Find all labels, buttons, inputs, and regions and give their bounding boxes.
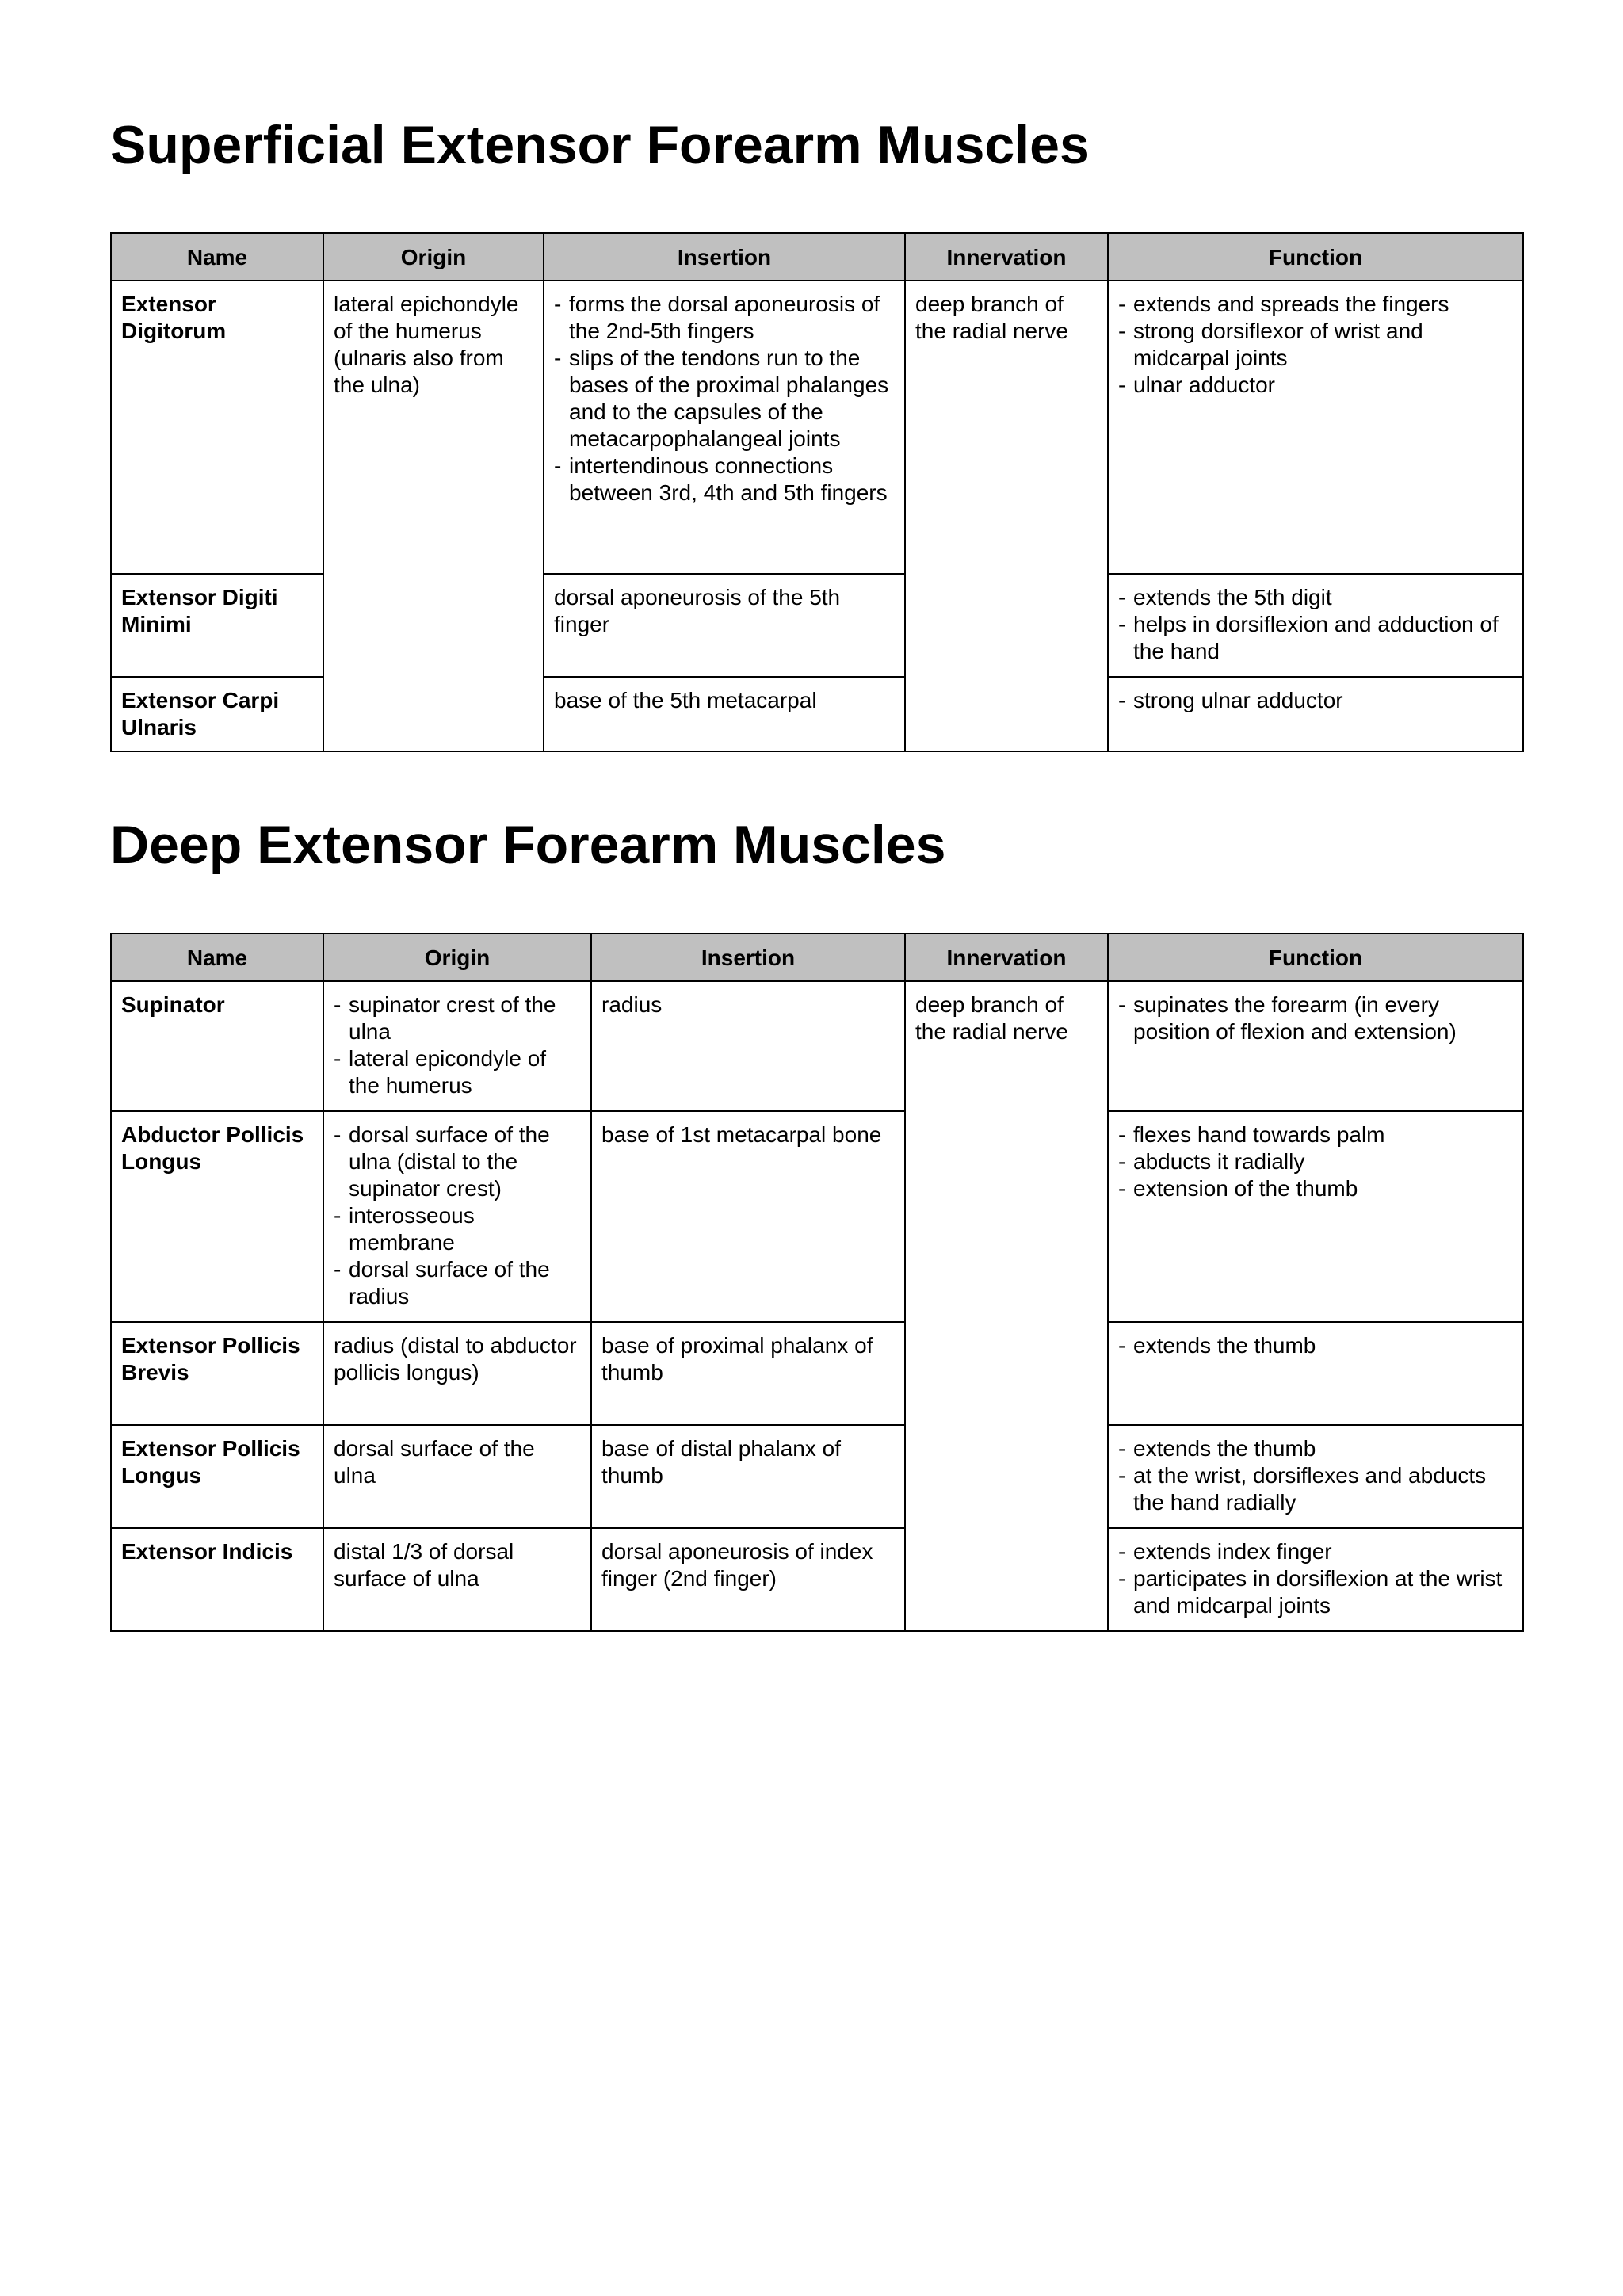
function-item: - abducts it radially: [1118, 1148, 1513, 1175]
function-item: - supinates the forearm (in every position of flexion and extension): [1118, 991, 1513, 1045]
function-item: - flexes hand towards palm: [1118, 1121, 1513, 1148]
insertion-item: - intertendinous connections between 3rd, 4th and 5th fingers: [554, 453, 895, 506]
origin-cell: [323, 981, 591, 1111]
function-cell: [1108, 1528, 1523, 1631]
insertion-item: - forms the dorsal aponeurosis of the 2nd-5th fingers: [554, 291, 895, 345]
function-item: - ulnar adductor: [1118, 372, 1513, 399]
table-row: [111, 677, 1523, 751]
insertion-cell: base of the 5th metacarpal: [544, 677, 905, 751]
function-item: - at the wrist, dorsiflexes and abducts the hand radially: [1118, 1462, 1513, 1516]
shared-origin-cell: lateral epichondyle of the humerus (ulnaris also from the ulna): [323, 281, 544, 751]
insertion-cell: base of distal phalanx of thumb: [591, 1425, 905, 1528]
function-cell: [1108, 1322, 1523, 1425]
function-cell: [1108, 981, 1523, 1111]
table-row: [111, 981, 1523, 1111]
column-header-name: Name: [111, 233, 323, 281]
column-header-innervation: Innervation: [905, 233, 1108, 281]
table-row: [111, 1111, 1523, 1322]
function-item: - participates in dorsiflexion at the wrist and midcarpal joints: [1118, 1565, 1513, 1619]
insertion-cell: base of proximal phalanx of thumb: [591, 1322, 905, 1425]
muscle-name: Extensor Pollicis Longus: [111, 1425, 323, 1528]
deep-section-title: Deep Extensor Forearm Muscles: [110, 815, 946, 875]
shared-innervation-cell: deep branch of the radial nerve: [905, 281, 1108, 751]
function-cell: [1108, 1425, 1523, 1528]
insertion-cell: dorsal aponeurosis of index finger (2nd finger): [591, 1528, 905, 1631]
origin-item: - lateral epicondyle of the humerus: [334, 1045, 581, 1099]
origin-cell: [323, 1111, 591, 1322]
insertion-item: - slips of the tendons run to the bases of the proximal phalanges and to the capsules of the metacarpophalangeal joints: [554, 345, 895, 453]
deep-muscles-table: [110, 933, 1524, 1632]
function-item: - extends the 5th digit: [1118, 584, 1513, 611]
origin-cell: distal 1/3 of dorsal surface of ulna: [323, 1528, 591, 1631]
insertion-cell: [544, 281, 905, 574]
muscle-name: Extensor Digiti Minimi: [111, 574, 323, 677]
table-row: [111, 1425, 1523, 1528]
table-row: [111, 281, 1523, 574]
function-item: - extends the thumb: [1118, 1332, 1513, 1359]
table-header-row: [111, 934, 1523, 981]
column-header-function: Function: [1108, 934, 1523, 981]
function-cell: [1108, 281, 1523, 574]
function-cell: [1108, 677, 1523, 751]
column-header-name: Name: [111, 934, 323, 981]
insertion-cell: base of 1st metacarpal bone: [591, 1111, 905, 1322]
muscle-name: Supinator: [111, 981, 323, 1111]
table-row: [111, 574, 1523, 677]
origin-cell: dorsal surface of the ulna: [323, 1425, 591, 1528]
origin-cell: radius (distal to abductor pollicis longus): [323, 1322, 591, 1425]
function-cell: [1108, 574, 1523, 677]
origin-item: - interosseous membrane: [334, 1202, 581, 1256]
function-item: - strong dorsiflexor of wrist and midcarpal joints: [1118, 318, 1513, 372]
shared-innervation-cell: deep branch of the radial nerve: [905, 981, 1108, 1631]
muscle-name: Extensor Pollicis Brevis: [111, 1322, 323, 1425]
column-header-innervation: Innervation: [905, 934, 1108, 981]
table-header-row: [111, 233, 1523, 281]
function-item: - extends and spreads the fingers: [1118, 291, 1513, 318]
function-item: - extends index finger: [1118, 1538, 1513, 1565]
column-header-insertion: Insertion: [544, 233, 905, 281]
column-header-insertion: Insertion: [591, 934, 905, 981]
muscle-name: Extensor Carpi Ulnaris: [111, 677, 323, 751]
column-header-origin: Origin: [323, 934, 591, 981]
function-item: - extends the thumb: [1118, 1435, 1513, 1462]
insertion-cell: dorsal aponeurosis of the 5th finger: [544, 574, 905, 677]
function-cell: [1108, 1111, 1523, 1322]
function-item: - strong ulnar adductor: [1118, 687, 1513, 714]
column-header-origin: Origin: [323, 233, 544, 281]
muscle-name: Abductor Pollicis Longus: [111, 1111, 323, 1322]
muscle-name: Extensor Indicis: [111, 1528, 323, 1631]
table-row: [111, 1528, 1523, 1631]
table-row: [111, 1322, 1523, 1425]
column-header-function: Function: [1108, 233, 1523, 281]
origin-item: - dorsal surface of the radius: [334, 1256, 581, 1310]
function-item: - helps in dorsiflexion and adduction of the hand: [1118, 611, 1513, 665]
insertion-cell: radius: [591, 981, 905, 1111]
superficial-section-title: Superficial Extensor Forearm Muscles: [110, 115, 1090, 175]
muscle-name: Extensor Digitorum: [111, 281, 323, 574]
function-item: - extension of the thumb: [1118, 1175, 1513, 1202]
origin-item: - dorsal surface of the ulna (distal to the supinator crest): [334, 1121, 581, 1202]
origin-item: - supinator crest of the ulna: [334, 991, 581, 1045]
superficial-muscles-table: [110, 232, 1524, 752]
